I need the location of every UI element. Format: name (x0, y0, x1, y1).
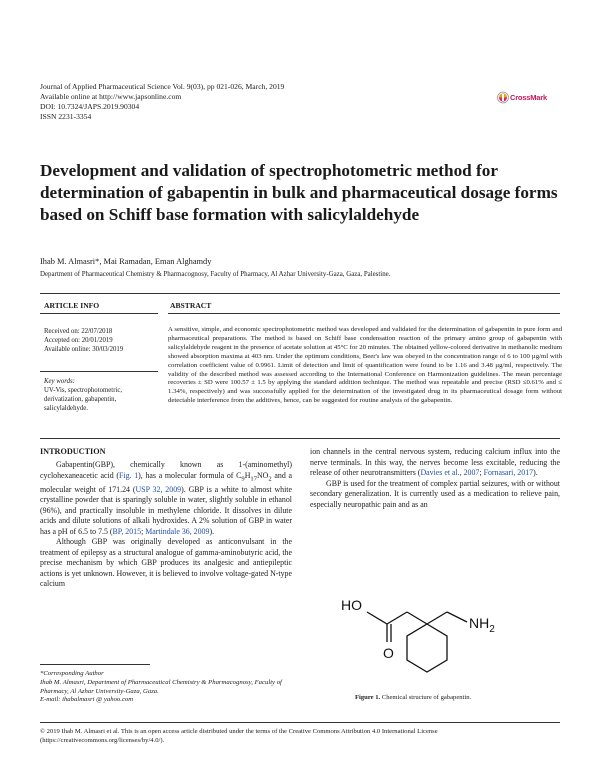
crossmark-label: CrossMark (510, 93, 547, 102)
crossmark-icon (497, 91, 509, 104)
journal-citation: Journal of Applied Pharmaceutical Science Vol. 9(03), pp 021-026, March, 2019 (40, 82, 285, 91)
intro-paragraph-4: GBP is used for the treatment of complex partial seizures, with or without secondary generalization. It is currently used as a medication to relieve pain, especially neuropathic pain and as an (310, 478, 560, 509)
footnote-email[interactable]: E-mail: ihabalmasri @ yahoo.com (40, 696, 134, 704)
received-date: Received on: 22/07/2018 (44, 328, 113, 335)
abstract-text: A sensitive, simple, and economic spectrophotometric method was developed and validated for the determination of gabapentin in pure form and pharmaceutical preparations. The method is based on Schiff base condensation reaction of the primary amino group of gabapentin with salicylaldehyde reagent in the presence of acetate solution at 45°C for 20 minutes. The obtained yellow-colored derivative in methanolic medium showed absorption maxima at 403 nm. Under the optimum conditions, Beer's law was obeyed in the concentration range of 6 to 100 µg/ml with correlation coefficient value of 0.9961. Limit of detection and limit of quantification were found to be 1.16 and 3.48 µg/ml, respectively. The validity of the described method was assessed according to the International Conference on Harmonization guidelines. The mean percentage recoveries ± SD were 100.57 ± 1.5 by applying the standard addition technique. The method was repeatable and precise (RSD ≤0.61% and ≤ 1.34%, respectively) and was successfully applied for the determination of the investigated drug in its pharmaceutical dosage form without detectable interference from the additives, hence, can be suggested for routine analysis of the gabapentin. (168, 326, 562, 405)
bond-ch2-amine (427, 612, 447, 624)
gabapentin-structure (335, 566, 535, 686)
keywords-label: Key words: (44, 378, 75, 385)
info-rule (40, 313, 158, 314)
footnote-author: Ihab M. Almasri, Department of Pharmaceutical Chemistry & Pharmacognosy, Faculty of Pharmacy, Al Azhar University-Gaza, Gaza. (40, 678, 282, 695)
bond-ch2-acid (407, 612, 427, 624)
bottom-rule (40, 438, 560, 439)
keywords: UV-Vis, spectrophotometric, derivatization, gabapentin, salicylaldehyde. (44, 387, 123, 412)
structure-bonds (367, 612, 467, 672)
top-rule (40, 293, 560, 294)
fig1-link[interactable]: Fig. 1 (119, 470, 139, 480)
crossmark-badge[interactable] (497, 91, 559, 105)
article-info-heading: ARTICLE INFO (44, 301, 100, 310)
available-date: Available online: 30/03/2019 (44, 346, 124, 353)
cyclohexane-ring (407, 624, 447, 672)
journal-website[interactable]: Available online at http://www.japsonline.com (40, 92, 182, 101)
introduction-heading: INTRODUCTION (40, 447, 106, 456)
info-divider (40, 371, 158, 372)
intro-paragraph-3: ion channels in the central nervous system, reducing calcium influx into the nerve terminals. In this way, the nerves become less excitable, reducing the release of other neurotransmitters (Davies et al., 2007; Fornasari, 2017). (310, 447, 560, 477)
affiliation: Department of Pharmaceutical Chemistry & Pharmacognosy, Faculty of Pharmacy, Al Azhar University-Gaza, Gaza, Palestine. (40, 271, 391, 278)
accepted-date: Accepted on: 20/01/2019 (44, 337, 113, 344)
ref-bp[interactable]: BP, 2015 (112, 526, 142, 536)
bond-amine (447, 612, 467, 622)
hydroxyl-label: HO (341, 597, 362, 613)
oxygen-label: O (383, 645, 394, 661)
ref-usp[interactable]: USP 32, 2009 (135, 484, 182, 494)
ref-davies[interactable]: Davies et al., 2007 (420, 468, 480, 477)
issn: ISSN 2231-3354 (40, 112, 92, 121)
license-rule (40, 722, 560, 723)
bond-ch2-carbonyl (387, 612, 407, 624)
author-list: Ihab M. Almasri*, Mai Ramadan, Eman Alghamdy (40, 257, 212, 266)
abstract-rule (168, 313, 560, 314)
intro-right-column (310, 447, 560, 510)
footnote-title: *Corresponding Author (40, 670, 104, 677)
intro-paragraph-1: Gabapentin(GBP), chemically known as 1-(aminomethyl) cyclohexaneacetic acid (Fig. 1), has a molecular formula of $C_9H_{17}NO_2$ and a molecular weight of 171.24 (USP 32, 2009). GBP is a white to almost white crystalline powder that is sparingly soluble in water, slightly soluble in ethanol (96%), and practically insoluble in methylene chloride. It dissolves in dilute acids and dilute solutions of alkali hydroxides. A 2% solution of GBP in water has a pH of 6.5 to 7.5 (BP, 2015; Martindale 36, 2009). (40, 460, 292, 536)
intro-left-column (40, 460, 292, 590)
abstract-heading: ABSTRACT (170, 301, 212, 310)
license-text: © 2019 Ihab M. Almasri et al. This is an open access article distributed under the terms of the Creative Commons Attribution 4.0 International License (https://creativecommons.org/licenses/by/4.0/). (40, 728, 438, 744)
figure-caption: Figure 1. Chemical structure of gabapentin. (355, 694, 472, 701)
ref-fornasari[interactable]: Fornasari, 2017 (483, 468, 534, 477)
intro-paragraph-2: Although GBP was originally developed as anticonvulsant in the treatment of epilepsy as a structural analogue of gamma-aminobutyric acid, the precise mechanism by which GBP produces its analgesic and antiepileptic actions is yet unknown. However, it is believed to involve voltage-gated N-type calcium (40, 537, 292, 589)
doi[interactable]: DOI: 10.7324/JAPS.2019.90304 (40, 102, 140, 111)
bond-hydroxyl (367, 612, 387, 624)
footnote-rule (40, 664, 150, 665)
amine-label: $NH_2$ (469, 615, 495, 635)
corresponding-author-footnote (40, 670, 290, 705)
article-title: Development and validation of spectrophotometric method for determination of gabapentin in bulk and pharmaceutical dosage forms based on Schiff base formation with salicylaldehyde (40, 161, 558, 224)
ref-martindale[interactable]: Martindale 36, 2009 (145, 526, 210, 536)
